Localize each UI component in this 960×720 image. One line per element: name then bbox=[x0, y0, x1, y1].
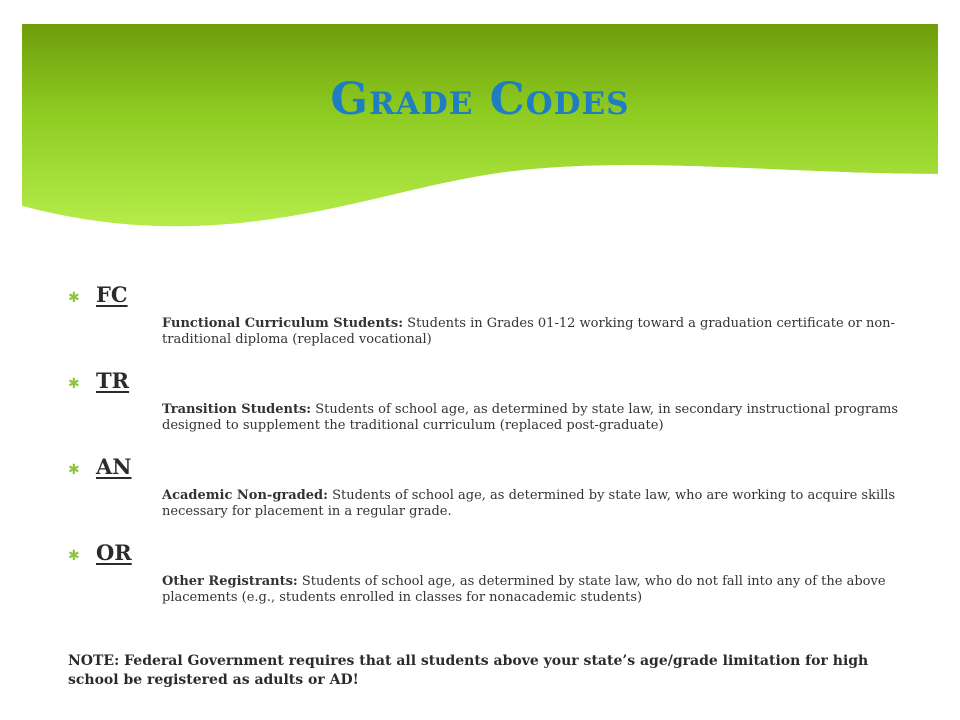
header-banner bbox=[22, 24, 938, 274]
bullet-icon: ✱ bbox=[68, 548, 80, 564]
code-text: Students in Grades 01-12 working toward a graduation certificate or non-traditional diploma (replaced vocational) bbox=[162, 316, 895, 347]
list-item-tr bbox=[68, 368, 908, 454]
code-term: Other Registrants: bbox=[162, 574, 298, 589]
code-label: AN bbox=[96, 454, 132, 479]
bullet-icon: ✱ bbox=[68, 462, 80, 478]
code-text: Students of school age, as determined by state law, who do not fall into any of the above placements (e.g., students enrolled in classes for nonacademic students) bbox=[162, 574, 886, 605]
code-description bbox=[162, 488, 907, 520]
code-term: Functional Curriculum Students: bbox=[162, 316, 404, 331]
list-item-an bbox=[68, 454, 908, 540]
code-description bbox=[162, 574, 907, 606]
list-item-or bbox=[68, 540, 908, 626]
page-title: Grade Codes bbox=[330, 74, 630, 125]
code-label: FC bbox=[96, 282, 128, 307]
code-description bbox=[162, 316, 907, 348]
note-text: NOTE: Federal Government requires that all students above your state’s age/grade limitation for high school be registered as adults or AD! bbox=[68, 653, 869, 688]
code-text: Students of school age, as determined by state law, in secondary instructional programs designed to supplement the traditional curriculum (replaced post-graduate) bbox=[162, 402, 899, 433]
list-item-fc bbox=[68, 282, 908, 368]
banner-wave-graphic bbox=[22, 24, 938, 274]
code-text: Students of school age, as determined by state law, who are working to acquire skills necessary for placement in a regular grade. bbox=[162, 488, 896, 519]
code-label: TR bbox=[96, 368, 130, 393]
code-label: OR bbox=[96, 540, 132, 565]
bullet-icon: ✱ bbox=[68, 290, 80, 306]
code-term: Academic Non-graded: bbox=[162, 488, 328, 503]
code-description bbox=[162, 402, 907, 434]
bullet-icon: ✱ bbox=[68, 376, 80, 392]
code-term: Transition Students: bbox=[162, 402, 312, 417]
grade-code-list bbox=[68, 282, 908, 626]
